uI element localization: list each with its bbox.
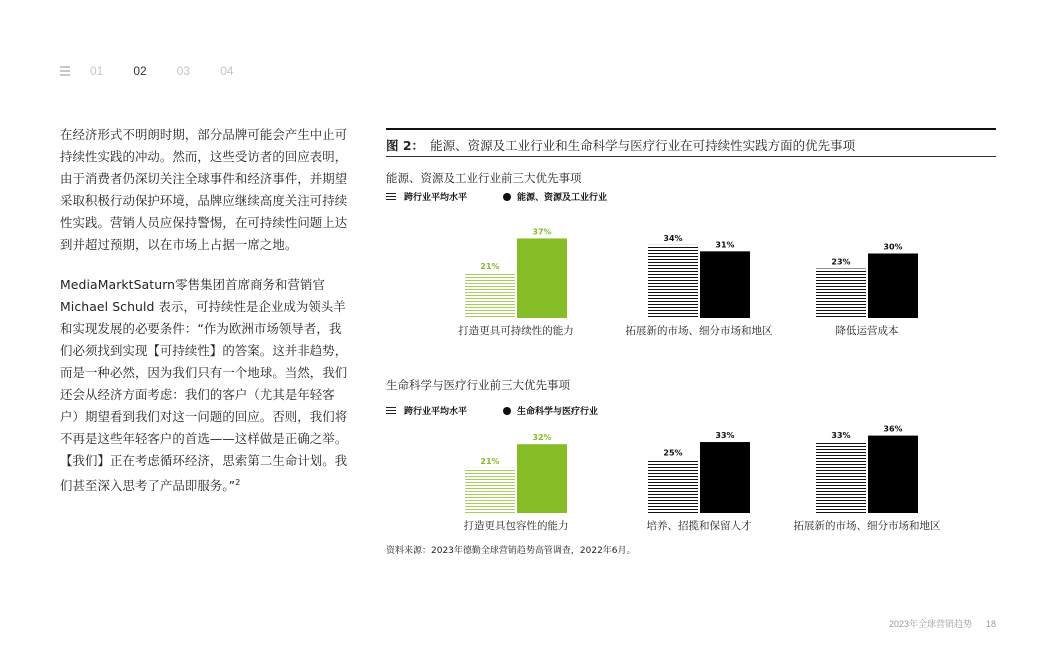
chart-1 bbox=[386, 205, 996, 340]
paragraph-1: 在经济形式不明朗时期，部分品牌可能会产生中止可持续性实践的冲动。然而，这些受访者的回应表明，由于消费者仍深切关注全球事件和经济事件，并期望采取积极行动保护环境，品牌应继续高度关注可持续性实践。营销人员应保持警惕，在可持续性问题上达到并超过预期，以在市场上占据一席之地。 bbox=[60, 127, 348, 252]
bar-average-0 bbox=[465, 468, 515, 513]
data-label-industry-2: 30% bbox=[883, 242, 903, 252]
bar-industry-2 bbox=[868, 254, 918, 319]
data-label-average-0: 21% bbox=[480, 456, 500, 466]
chart-1-legend bbox=[386, 190, 607, 203]
bar-industry-0 bbox=[517, 238, 567, 318]
figure-header bbox=[386, 128, 996, 157]
paragraph-2-text: MediaMarktSaturn零售集团首席商务和营销官Michael Schuld 表示，可持续性是企业成为领头羊和实现发展的必要条件：“作为欧洲市场领导者，我们必须找到实现【可持续性】的答案。这并非趋势，而是一种必然，因为我们只有一个地球。当然，我们还会从经济方面考虑：我们的客户（尤其是年轻客户）期望看到我们对这一问题的回应。否则，我们将不再是这些年轻客户的首选——这样做是正确之举。【我们】正在考虑循环经济，思索第二生命计划。我们甚至深入思考了产品即服务。” bbox=[60, 277, 348, 494]
data-label-industry-1: 33% bbox=[715, 431, 735, 441]
data-label-industry-2: 36% bbox=[883, 424, 903, 434]
legend-industry-label: 生命科学与医疗行业 bbox=[517, 407, 599, 417]
source-note: 资料来源：2023年德勤全球营销趋势高管调查，2022年6月。 bbox=[386, 546, 636, 556]
category-label-0: 打造更具包容性的能力 bbox=[463, 520, 569, 532]
legend-dot-swatch bbox=[503, 193, 511, 201]
data-label-average-2: 33% bbox=[831, 431, 851, 441]
data-label-average-0: 21% bbox=[480, 261, 500, 271]
legend-industry-label: 能源、资源及工业行业 bbox=[517, 193, 608, 203]
bar-average-0 bbox=[465, 273, 515, 318]
footer-title: 2023年全球营销趋势 bbox=[888, 619, 972, 629]
data-label-average-1: 25% bbox=[663, 448, 683, 458]
footnote-ref[interactable]: 2 bbox=[235, 478, 241, 487]
legend-average-label: 跨行业平均水平 bbox=[404, 407, 468, 417]
bar-average-1 bbox=[648, 245, 698, 318]
category-label-2: 拓展新的市场、细分市场和地区 bbox=[793, 520, 941, 532]
data-label-average-2: 23% bbox=[831, 257, 851, 267]
page-footer bbox=[889, 617, 996, 630]
legend-average-label: 跨行业平均水平 bbox=[404, 193, 468, 203]
bar-industry-1 bbox=[700, 442, 750, 513]
menu-icon[interactable] bbox=[60, 66, 70, 76]
bar-average-1 bbox=[648, 459, 698, 513]
bar-average-2 bbox=[816, 442, 866, 513]
data-label-industry-0: 37% bbox=[532, 227, 552, 237]
section-nav bbox=[60, 62, 263, 80]
chart-1-title: 能源、资源及工业行业前三大优先事项 bbox=[386, 171, 582, 185]
nav-item-02[interactable]: 02 bbox=[133, 64, 147, 78]
chart-2-title: 生命科学与医疗行业前三大优先事项 bbox=[386, 378, 570, 392]
nav-item-04[interactable]: 04 bbox=[220, 64, 234, 78]
bar-industry-0 bbox=[517, 444, 567, 513]
bar-industry-1 bbox=[700, 251, 750, 318]
nav-item-03[interactable]: 03 bbox=[176, 64, 191, 78]
figure-label: 图 2： bbox=[386, 138, 425, 153]
category-label-0: 打造更具可持续性的能力 bbox=[458, 325, 574, 337]
figure-title bbox=[386, 130, 996, 156]
chart-2 bbox=[386, 410, 996, 535]
bar-industry-2 bbox=[868, 436, 918, 513]
data-label-industry-1: 31% bbox=[715, 240, 735, 250]
legend-hatch-swatch bbox=[386, 193, 396, 200]
nav-item-01[interactable]: 01 bbox=[90, 64, 104, 78]
category-label-2: 降低运营成本 bbox=[835, 325, 899, 337]
bar-average-2 bbox=[816, 269, 866, 318]
category-label-1: 培养、招揽和保留人才 bbox=[646, 520, 752, 532]
paragraph-2 bbox=[60, 274, 350, 497]
figure-title-rule bbox=[386, 156, 996, 157]
body-text bbox=[60, 124, 350, 515]
figure-title-text: 能源、资源及工业行业和生命科学与医疗行业在可持续性实践方面的优先事项 bbox=[430, 138, 856, 153]
category-label-1: 拓展新的市场、细分市场和地区 bbox=[625, 325, 773, 337]
page-number: 18 bbox=[985, 619, 996, 629]
data-label-industry-0: 32% bbox=[532, 433, 552, 443]
data-label-average-1: 34% bbox=[663, 233, 683, 243]
